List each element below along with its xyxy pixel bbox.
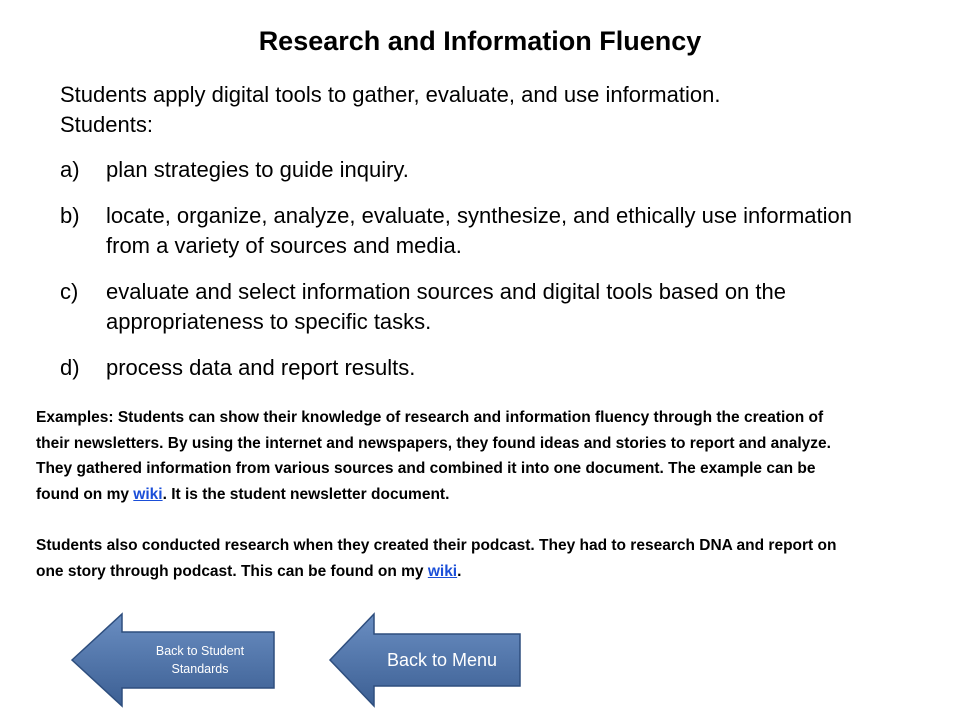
list-marker: b) <box>60 203 80 228</box>
list-item <box>60 353 900 383</box>
paragraph-gap <box>36 507 856 533</box>
wiki-link-podcast[interactable]: wiki <box>427 562 458 580</box>
list-item-text: process data and report results. <box>106 355 416 380</box>
standards-list <box>60 155 900 399</box>
list-item-text: evaluate and select information sources and digital tools based on the appropriateness to specific tasks. <box>106 279 786 334</box>
back-to-student-standards-button[interactable] <box>70 612 278 708</box>
examples-p1-tail: . It is the student newsletter document. <box>162 485 450 503</box>
examples-text <box>36 405 856 584</box>
intro-line-2: Students: <box>60 112 153 137</box>
list-marker: d) <box>60 355 80 380</box>
back-to-menu-label: Back to Menu <box>386 649 498 670</box>
back-to-student-standards-label: Back to Student Standards <box>155 644 245 676</box>
list-item <box>60 155 900 185</box>
list-marker: c) <box>60 279 79 304</box>
wiki-link-newsletter[interactable]: wiki <box>133 485 163 503</box>
examples-p1-text: Examples: Students can show their knowledge of research and information fluency through the creation of their newsletters. By using the internet and newspapers, they found ideas and stories to report and analyze. They gathered information from various sources and combined it into one document. The example can be found on my <box>36 409 831 503</box>
list-item <box>60 277 900 337</box>
list-marker: a) <box>60 157 80 182</box>
examples-paragraph-1 <box>36 405 856 507</box>
page-title: Research and Information Fluency <box>258 26 702 56</box>
intro-text <box>60 80 900 140</box>
examples-paragraph-2 <box>36 533 856 584</box>
back-to-menu-button[interactable] <box>328 612 524 708</box>
intro-line-1: Students apply digital tools to gather, evaluate, and use information. <box>60 82 721 107</box>
examples-p2-tail: . <box>457 562 462 580</box>
list-item <box>60 201 900 261</box>
examples-p2-text: Students also conducted research when they created their podcast. They had to research DNA and report on one story through podcast. This can be found on my <box>36 537 837 580</box>
list-item-text: locate, organize, analyze, evaluate, synthesize, and ethically use information from a variety of sources and media. <box>106 203 852 258</box>
list-item-text: plan strategies to guide inquiry. <box>106 157 409 182</box>
